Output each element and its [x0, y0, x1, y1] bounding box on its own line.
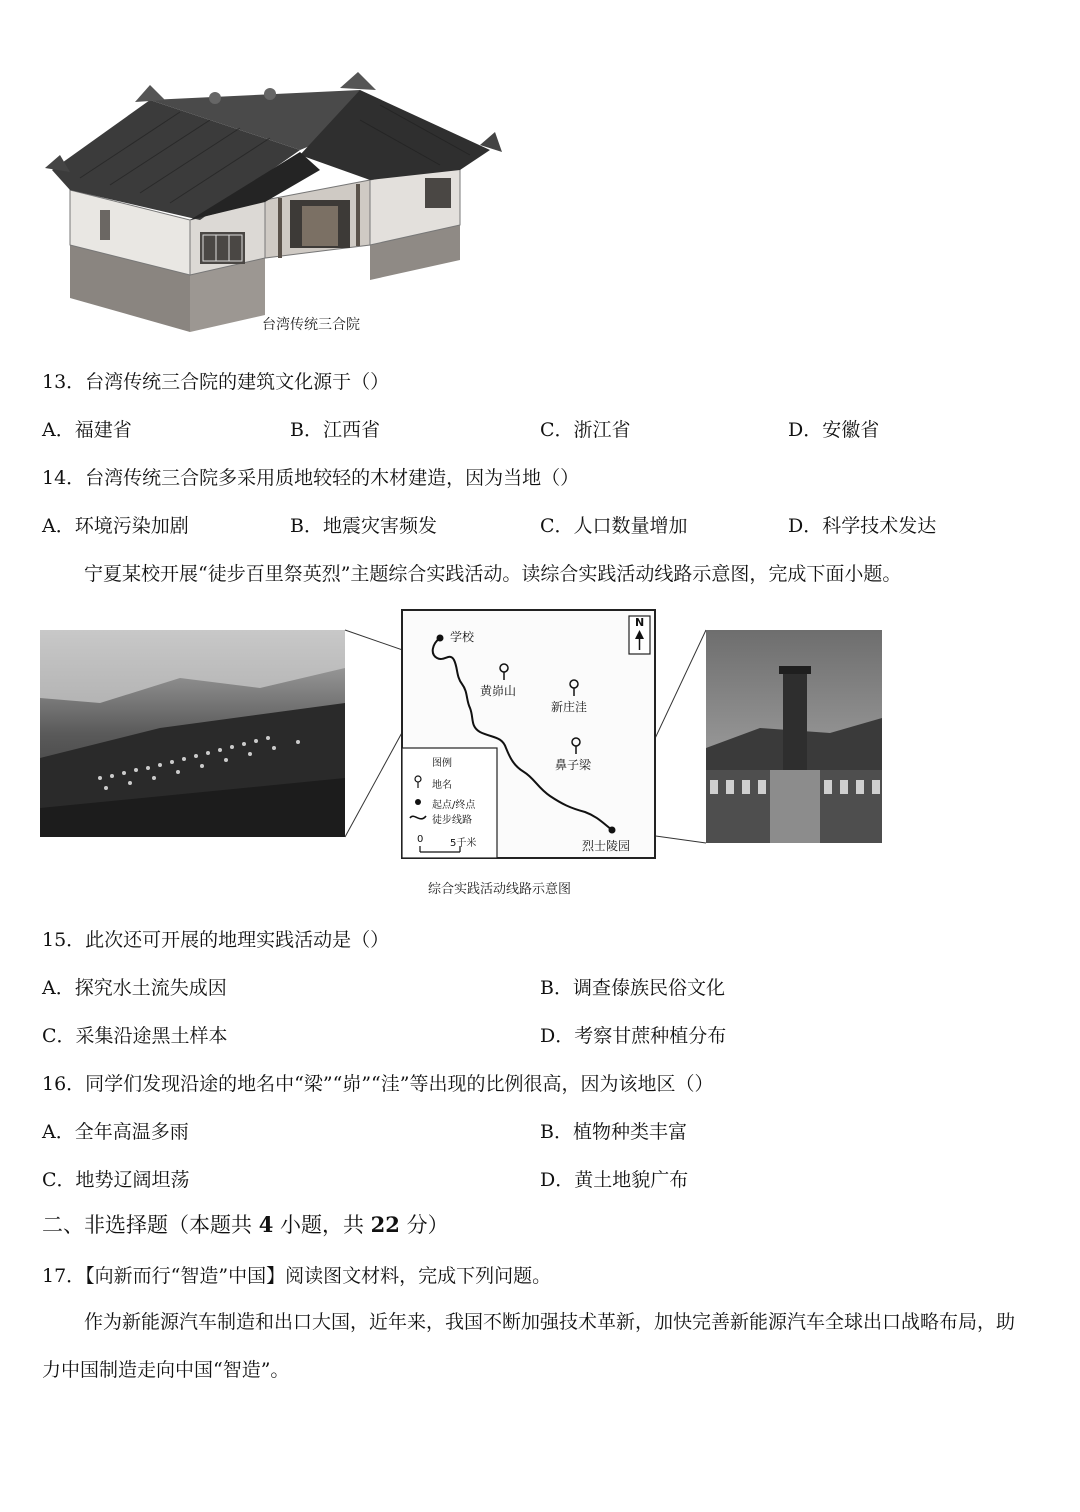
- place-bizihliang: 鼻子梁: [555, 758, 592, 772]
- place-xinzhuangwa: 新庄洼: [551, 700, 588, 714]
- section-2-mid: 小题，共: [273, 1213, 371, 1237]
- question-14-stem: 14．台湾传统三合院多采用质地较轻的木材建造，因为当地（）: [42, 467, 580, 489]
- q15-option-a: A．探究水土流失成因: [42, 977, 227, 999]
- q13-option-d: D．安徽省: [788, 419, 880, 441]
- place-huangmaoshan: 黄峁山: [480, 684, 517, 698]
- q13-option-c: C．浙江省: [540, 419, 631, 441]
- q14-option-c: C．人口数量增加: [540, 515, 688, 537]
- legend-scale-zero: 0: [417, 834, 424, 845]
- section-2-heading: [42, 1210, 449, 1240]
- route-figure: [40, 608, 885, 900]
- sanheyuan-illustration: [40, 60, 510, 350]
- place-cemetery: 烈士陵园: [582, 839, 631, 853]
- q16-option-d: D．黄土地貌广布: [540, 1169, 689, 1191]
- monument-photo: [706, 630, 882, 843]
- question-15-stem: 15．此次还可开展的地理实践活动是（）: [42, 929, 390, 951]
- legend-scale-km: 5千米: [450, 838, 477, 849]
- legend-route: 徒步线路: [432, 815, 472, 826]
- legend-startend: 起点/终点: [432, 800, 476, 811]
- q15-option-d: D．考察甘蔗种植分布: [540, 1025, 727, 1047]
- legend-title: 图例: [432, 758, 452, 769]
- question-13-stem: 13．台湾传统三合院的建筑文化源于（）: [42, 371, 390, 393]
- q13-option-a: A．福建省: [42, 419, 132, 441]
- section-2-suffix: 分）: [399, 1213, 449, 1237]
- legend-place: 地名: [432, 780, 452, 791]
- q16-option-c: C．地势辽阔坦荡: [42, 1169, 190, 1191]
- north-label: N: [635, 616, 645, 629]
- sanheyuan-figure: [40, 60, 510, 350]
- question-17-stem: 17．【向新而行“智造”中国】阅读图文材料，完成下列问题。: [42, 1265, 552, 1287]
- question-17-material: 作为新能源汽车制造和出口大国，近年来，我国不断加强技术革新，加快完善新能源汽车全球出口战略布局，助力中国制造走向中国“智造”。: [42, 1311, 1016, 1381]
- section-2-prefix: 二、非选择题（本题共: [42, 1213, 259, 1237]
- q14-option-d: D．科学技术发达: [788, 515, 937, 537]
- place-school: 学校: [450, 630, 475, 644]
- q16-option-b: B．植物种类丰富: [540, 1121, 687, 1143]
- q14-option-a: A．环境污染加剧: [42, 515, 189, 537]
- q14-option-b: B．地震灾害频发: [290, 515, 437, 537]
- q15-option-b: B．调查傣族民俗文化: [540, 977, 725, 999]
- section-2-count: 4: [258, 1212, 274, 1237]
- route-figure-graphics: [40, 608, 885, 900]
- q13-option-b: B．江西省: [290, 419, 380, 441]
- hiking-photo: [40, 630, 345, 837]
- intro-paragraph: 宁夏某校开展“徒步百里祭英烈”主题综合实践活动。读综合实践活动线路示意图，完成下面小题。: [84, 563, 902, 585]
- figure-caption: 台湾传统三合院: [262, 317, 360, 333]
- map-caption: 综合实践活动线路示意图: [428, 882, 572, 897]
- question-16-stem: 16．同学们发现沿途的地名中“梁”“峁”“洼”等出现的比例很高，因为该地区（）: [42, 1073, 714, 1095]
- section-2-points: 22: [370, 1212, 400, 1237]
- q16-option-a: A．全年高温多雨: [42, 1121, 189, 1143]
- q15-option-c: C．采集沿途黑土样本: [42, 1025, 228, 1047]
